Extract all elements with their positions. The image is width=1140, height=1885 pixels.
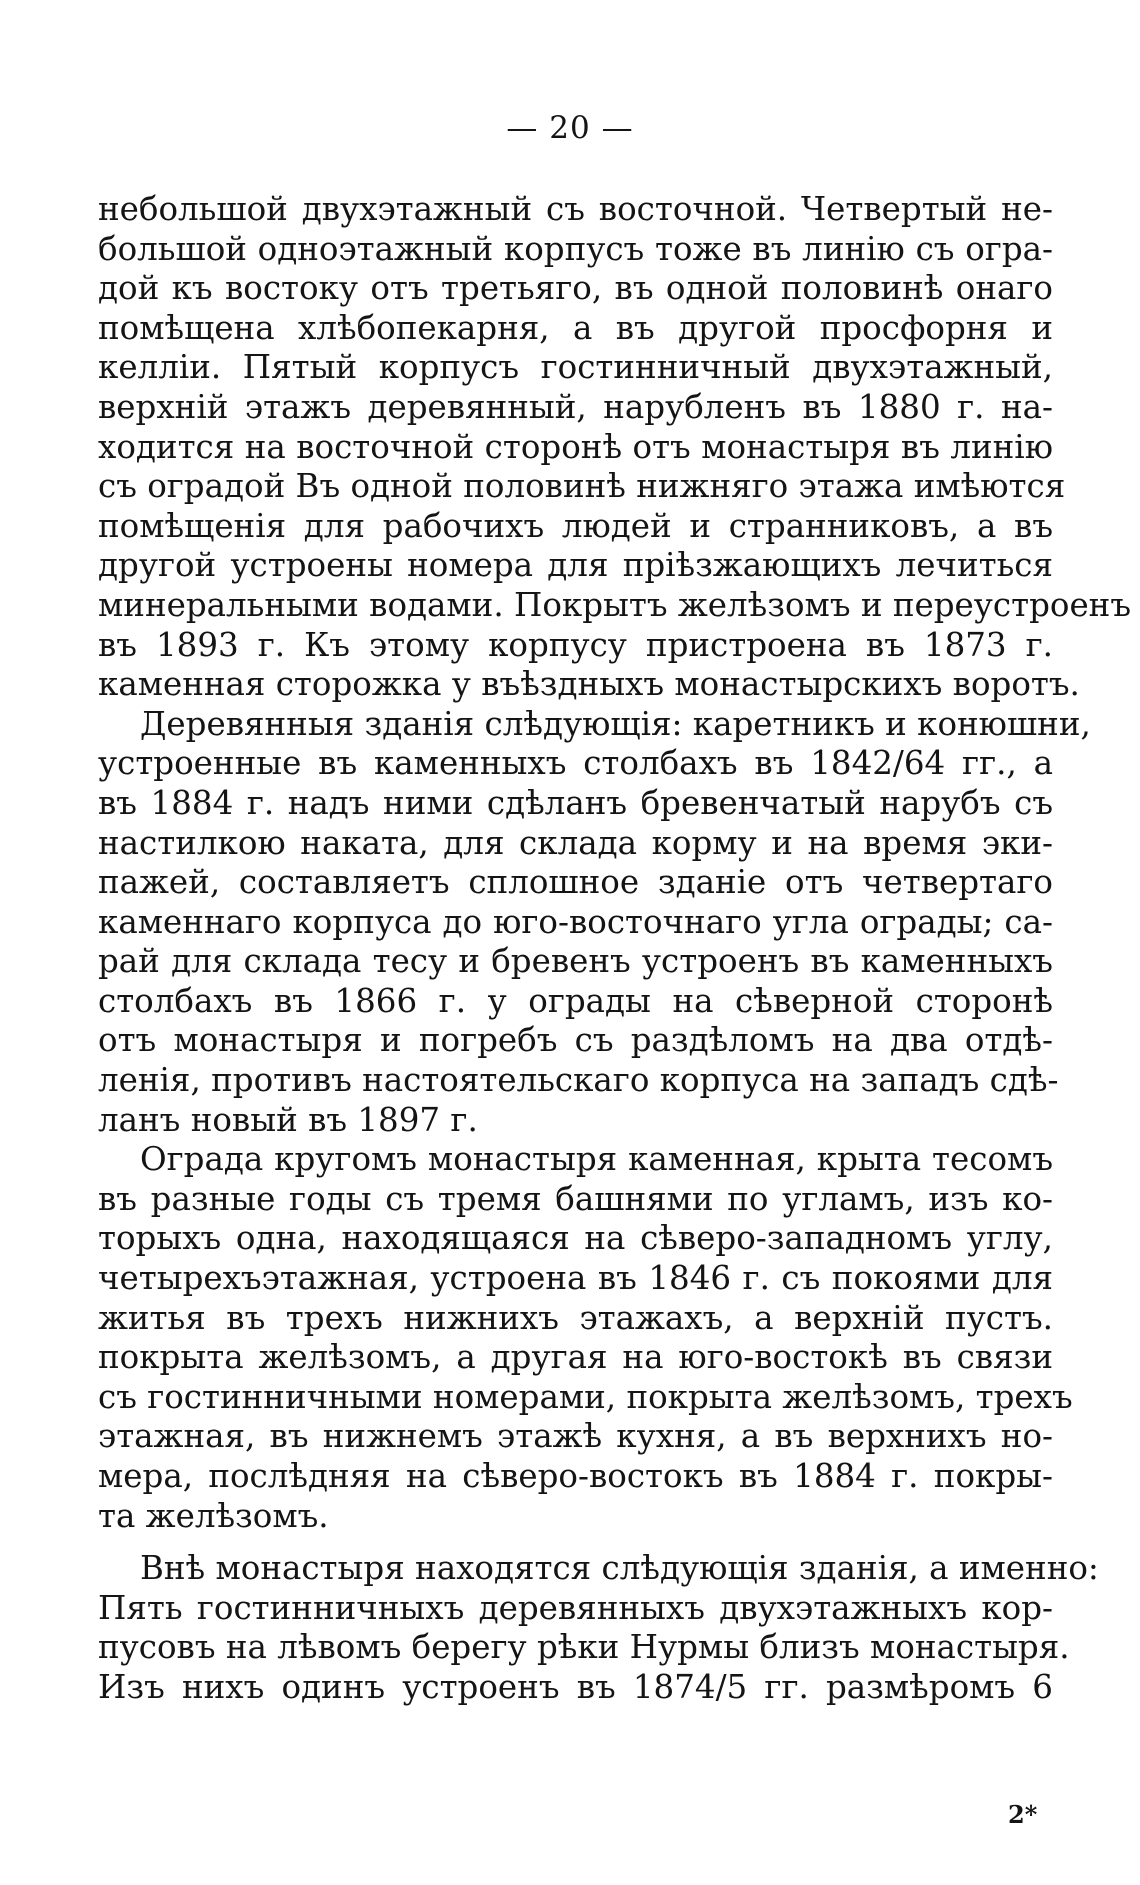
text-line: минеральными водами. Покрытъ желѣзомъ и переустроенъ	[98, 585, 1132, 624]
text-line: большой одноэтажный корпусъ тоже въ линію съ огра-	[98, 229, 1053, 268]
page-number: — 20 —	[506, 110, 634, 146]
text-line: въ 1893 г. Къ этому корпусу пристроена въ 1873 г.	[98, 625, 1053, 664]
text-line: Изъ нихъ одинъ устроенъ въ 1874/5 гг. размѣромъ 6	[98, 1667, 1053, 1706]
paragraph	[98, 1549, 1099, 1707]
text-line: келліи. Пятый корпусъ гостинничный двухэтажный,	[98, 348, 1053, 387]
text-line: Пять гостинничныхъ деревянныхъ двухэтажныхъ кор-	[98, 1588, 1053, 1627]
text-line: устроенные въ каменныхъ столбахъ въ 1842/64 гг., а	[98, 744, 1053, 783]
text-line: дой къ востоку отъ третьяго, въ одной половинѣ онаго	[98, 269, 1053, 308]
text-line: Внѣ монастыря находятся слѣдующія зданія, а именно:	[140, 1549, 1099, 1588]
text-line: пажей, составляетъ сплошное зданіе отъ четвертаго	[98, 863, 1053, 902]
text-line: помѣщенія для рабочихъ людей и странниковъ, а въ	[98, 506, 1053, 545]
text-line: та желѣзомъ.	[98, 1496, 329, 1535]
text-line: съ гостинничными номерами, покрыта желѣзомъ, трехъ	[98, 1377, 1073, 1416]
signature-mark: 2*	[1008, 1800, 1038, 1829]
text-line: рай для склада тесу и бревенъ устроенъ въ каменныхъ	[98, 942, 1053, 981]
text-line: четырехъэтажная, устроена въ 1846 г. съ покоями для	[98, 1259, 1053, 1298]
text-line: небольшой двухэтажный съ восточной. Четвертый не-	[98, 190, 1053, 228]
text-line: этажная, въ нижнемъ этажѣ кухня, а въ верхнихъ но-	[98, 1417, 1053, 1456]
text-line: въ 1884 г. надъ ними сдѣланъ бревенчатый нарубъ съ	[98, 783, 1053, 822]
text-line: каменная сторожка у въѣздныхъ монастырскихъ воротъ.	[98, 665, 1080, 704]
text-line: мера, послѣдняя на сѣверо-востокъ въ 1884 г. покры-	[98, 1457, 1053, 1495]
text-line: пусовъ на лѣвомъ берегу рѣки Нурмы близъ монастыря.	[98, 1628, 1070, 1667]
text-line: помѣщена хлѣбопекарня, а въ другой просфорня и	[98, 308, 1053, 347]
paragraph	[98, 1140, 1073, 1536]
text-line: житья въ трехъ нижнихъ этажахъ, а верхній пустъ.	[98, 1298, 1053, 1337]
text-line: торыхъ одна, находящаяся на сѣверо-западномъ углу,	[98, 1219, 1053, 1258]
paragraph	[98, 190, 1132, 705]
paragraph-gap	[98, 1536, 1053, 1549]
text-line: столбахъ въ 1866 г. у ограды на сѣверной сторонѣ	[98, 981, 1053, 1020]
text-line: Ограда кругомъ монастыря каменная, крыта тесомъ	[140, 1140, 1053, 1179]
text-line: каменнаго корпуса до юго-восточнаго угла ограды; са-	[98, 902, 1053, 941]
text-line: настилкою наката, для склада корму и на время эки-	[98, 823, 1053, 862]
text-line: отъ монастыря и погребъ съ раздѣломъ на два отдѣ-	[98, 1021, 1053, 1060]
text-line: съ оградой Въ одной половинѣ нижняго этажа имѣются	[98, 467, 1066, 506]
text-line: другой устроены номера для пріѣзжающихъ лечиться	[98, 546, 1053, 585]
text-line: ленія, противъ настоятельскаго корпуса на западъ сдѣ-	[98, 1061, 1059, 1100]
text-line: въ разные годы съ тремя башнями по угламъ, изъ ко-	[98, 1179, 1053, 1218]
body-text	[98, 190, 1132, 1708]
text-line: Деревянныя зданія слѣдующія: каретникъ и конюшни,	[140, 704, 1091, 743]
text-line: верхній этажъ деревянный, нарубленъ въ 1880 г. на-	[98, 387, 1053, 426]
text-line: покрыта желѣзомъ, а другая на юго-востокѣ въ связи	[98, 1338, 1053, 1377]
paragraph	[98, 704, 1091, 1141]
text-line: ходится на восточной сторонѣ отъ монастыря въ линію	[98, 427, 1053, 466]
text-line: ланъ новый въ 1897 г.	[98, 1100, 478, 1139]
